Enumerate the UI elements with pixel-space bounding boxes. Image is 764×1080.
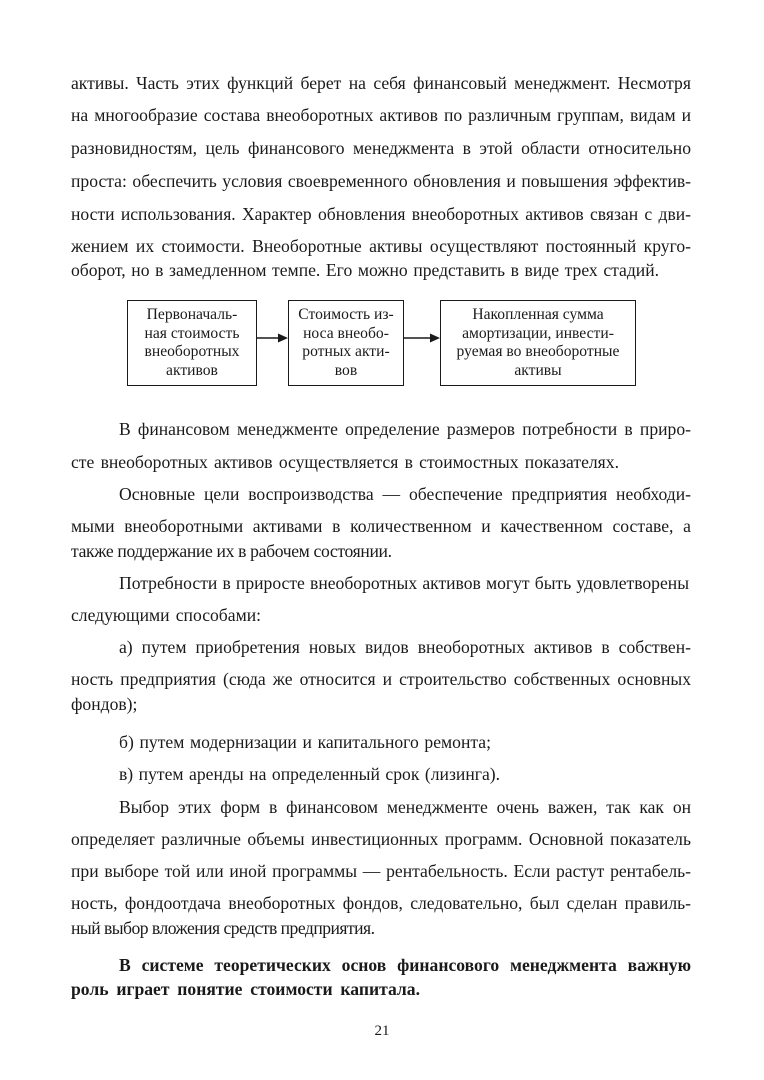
text-line: разновидностям, цель финансового менеджмента в этой области относительно xyxy=(71,138,692,158)
list-item-b: б) путем модернизации и капитального ремонта; xyxy=(119,732,491,752)
text-line: определяет различные объемы инвестиционных программ. Основной показатель xyxy=(71,829,691,849)
list-item-c: в) путем аренды на определенный срок (лизинга). xyxy=(119,764,501,784)
text-line: при выборе той или иной программы — рентабельность. Если растут рентабель- xyxy=(71,861,691,881)
text-line: Выбор этих форм в финансовом менеджменте очень важен, так как он xyxy=(119,797,692,817)
diagram-box-accumulated-amortization xyxy=(440,300,636,386)
page-number: 21 xyxy=(374,1023,390,1039)
arrow-right-icon xyxy=(257,332,288,344)
text-line: оборот, но в замедленном темпе. Его можно представить в виде трех стадий. xyxy=(71,260,660,280)
text-line: Основные цели воспроизводства — обеспечение предприятия необходи- xyxy=(119,484,691,504)
diagram-box-label: Стоимость из- носа внеобо- ротных акти- вов xyxy=(298,306,394,379)
diagram-box-label: Первоначаль- ная стоимость внеоборотных активов xyxy=(144,306,240,379)
text-line: В финансовом менеджменте определение размеров потребности в приро- xyxy=(119,419,691,439)
text-line: ный выбор вложения средств предприятия. xyxy=(71,918,375,938)
text-line: следующими способами: xyxy=(71,605,262,625)
text-line: Потребности в приросте внеоборотных активов могут быть удовлетворены xyxy=(119,573,690,593)
list-item-a-line: ность предприятия (сюда же относится и строительство собственных основных xyxy=(71,669,691,689)
text-line: мыми внеоборотными активами в количественном и качественном составе, а xyxy=(71,516,691,536)
text-line: ности использования. Характер обновления внеоборотных активов связан с дви- xyxy=(71,204,692,224)
text-line: сте внеоборотных активов осуществляется в стоимостных показателях. xyxy=(71,452,619,472)
arrow-right-icon xyxy=(404,332,440,344)
text-line: жением их стоимости. Внеоборотные активы осуществляют постоянный круго- xyxy=(71,236,692,256)
text-line: ность, фондоотдача внеоборотных фондов, следовательно, был сделан правиль- xyxy=(71,893,691,913)
list-item-a-line: а) путем приобретения новых видов внеоборотных активов в собствен- xyxy=(119,637,691,657)
list-item-a-line: фондов); xyxy=(71,694,138,714)
text-line: В системе теоретических основ финансового менеджмента важную xyxy=(119,955,692,975)
diagram-box-depreciation xyxy=(288,300,404,386)
text-line: активы. Часть этих функций берет на себя финансовый менеджмент. Несмотря xyxy=(71,73,691,93)
text-line: роль играет понятие стоимости капитала. xyxy=(71,979,420,999)
text-line: проста: обеспечить условия своевременного обновления и повышения эффектив- xyxy=(71,171,692,191)
text-line: также поддержание их в рабочем состоянии. xyxy=(71,541,392,561)
diagram-box-initial-cost xyxy=(127,300,257,386)
text-line: на многообразие состава внеоборотных активов по различным группам, видам и xyxy=(71,105,692,125)
diagram-box-label: Накопленная сумма амортизации, инвести- руемая во внеоборотные активы xyxy=(456,306,620,379)
